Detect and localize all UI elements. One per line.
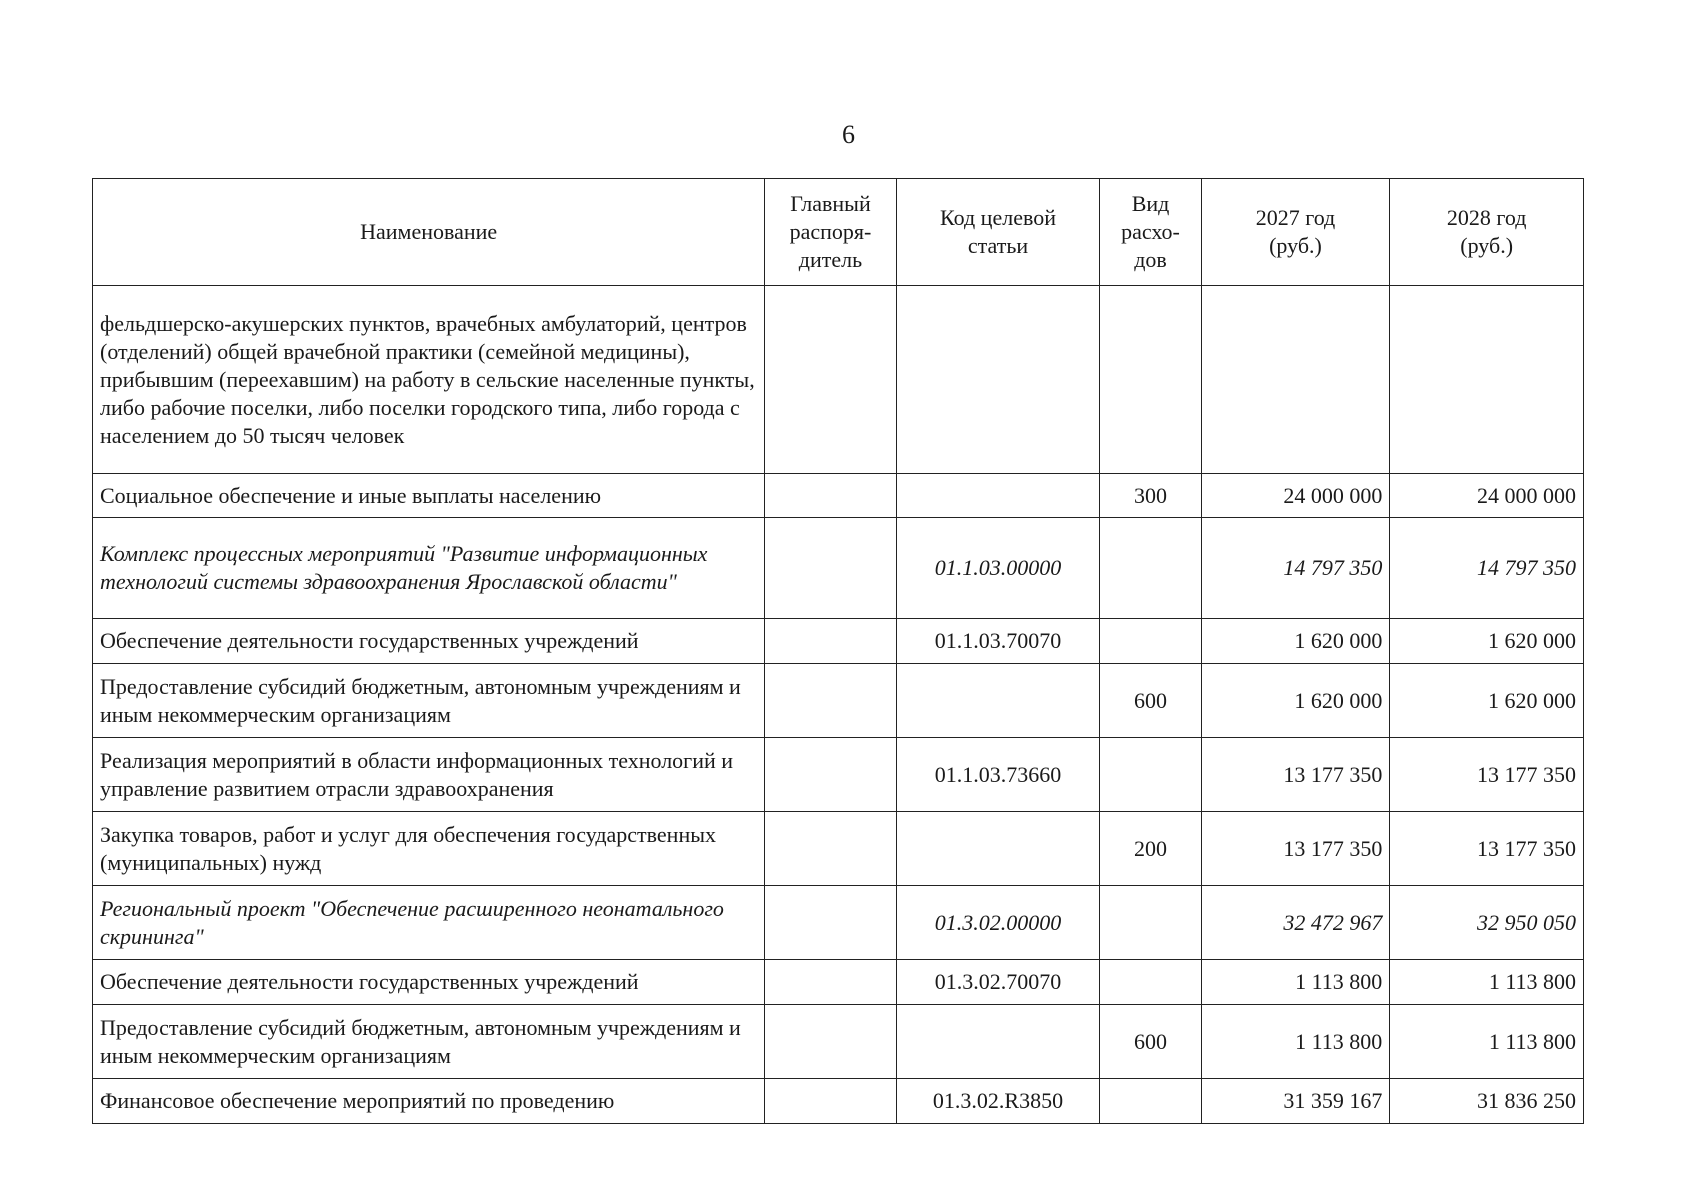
table-row — [93, 960, 1584, 1005]
row-name: Предоставление субсидий бюджетным, автономным учреждениям и иным некоммерческим организациям — [93, 664, 765, 738]
row-code — [896, 286, 1100, 474]
header-kind: Вид расхо- дов — [1100, 179, 1201, 286]
row-code: 01.3.02.70070 — [896, 960, 1100, 1005]
row-2027: 1 620 000 — [1201, 664, 1390, 738]
row-name: Социальное обеспечение и иные выплаты населению — [93, 474, 765, 518]
row-2027: 1 620 000 — [1201, 619, 1390, 664]
row-2028: 13 177 350 — [1390, 738, 1584, 812]
row-2028: 14 797 350 — [1390, 518, 1584, 619]
row-name: Предоставление субсидий бюджетным, автономным учреждениям и иным некоммерческим организациям — [93, 1005, 765, 1079]
row-2027: 1 113 800 — [1201, 1005, 1390, 1079]
row-kind: 600 — [1100, 664, 1201, 738]
row-code: 01.1.03.00000 — [896, 518, 1100, 619]
row-admin — [765, 1005, 896, 1079]
row-name: Закупка товаров, работ и услуг для обеспечения государственных (муниципальных) нужд — [93, 812, 765, 886]
table-row — [93, 518, 1584, 619]
row-name: Комплекс процессных мероприятий "Развитие информационных технологий системы здравоохранения Ярославской области" — [93, 518, 765, 619]
row-kind — [1100, 619, 1201, 664]
row-code: 01.3.02.00000 — [896, 886, 1100, 960]
row-2027: 13 177 350 — [1201, 738, 1390, 812]
row-admin — [765, 812, 896, 886]
table-header-row — [93, 179, 1584, 286]
row-2027: 24 000 000 — [1201, 474, 1390, 518]
header-year-2027: 2027 год (руб.) — [1201, 179, 1390, 286]
row-admin — [765, 619, 896, 664]
row-code — [896, 664, 1100, 738]
row-2028: 31 836 250 — [1390, 1079, 1584, 1124]
table-row — [93, 738, 1584, 812]
row-admin — [765, 664, 896, 738]
row-name: фельдшерско-акушерских пунктов, врачебных амбулаторий, центров (отделений) общей врачебной практики (семейной медицины), прибывшим (переехавшим) на работу в сельские населенные пункты, либо рабочие поселки, либо поселки городского типа, либо города с населением до 50 тысяч человек — [93, 286, 765, 474]
row-kind — [1100, 960, 1201, 1005]
row-2028: 1 620 000 — [1390, 619, 1584, 664]
row-2028: 1 620 000 — [1390, 664, 1584, 738]
row-2027: 14 797 350 — [1201, 518, 1390, 619]
row-code — [896, 474, 1100, 518]
header-year-2028: 2028 год (руб.) — [1390, 179, 1584, 286]
row-name: Реализация мероприятий в области информационных технологий и управление развитием отрасли здравоохранения — [93, 738, 765, 812]
row-code — [896, 812, 1100, 886]
row-2028: 1 113 800 — [1390, 960, 1584, 1005]
row-2028: 32 950 050 — [1390, 886, 1584, 960]
row-code: 01.1.03.73660 — [896, 738, 1100, 812]
table-row — [93, 664, 1584, 738]
row-2027 — [1201, 286, 1390, 474]
row-code — [896, 1005, 1100, 1079]
row-code: 01.3.02.R3850 — [896, 1079, 1100, 1124]
row-kind — [1100, 886, 1201, 960]
row-2027: 1 113 800 — [1201, 960, 1390, 1005]
row-name: Обеспечение деятельности государственных учреждений — [93, 619, 765, 664]
row-kind: 600 — [1100, 1005, 1201, 1079]
row-kind — [1100, 518, 1201, 619]
row-admin — [765, 886, 896, 960]
table-row — [93, 1079, 1584, 1124]
header-code: Код целевой статьи — [896, 179, 1100, 286]
header-name: Наименование — [93, 179, 765, 286]
row-name: Региональный проект "Обеспечение расширенного неонатального скрининга" — [93, 886, 765, 960]
table-row — [93, 1005, 1584, 1079]
budget-table — [92, 178, 1584, 1124]
row-2028 — [1390, 286, 1584, 474]
row-2027: 31 359 167 — [1201, 1079, 1390, 1124]
row-admin — [765, 1079, 896, 1124]
row-kind — [1100, 1079, 1201, 1124]
row-code: 01.1.03.70070 — [896, 619, 1100, 664]
row-kind — [1100, 738, 1201, 812]
row-kind: 300 — [1100, 474, 1201, 518]
table-row — [93, 812, 1584, 886]
row-kind — [1100, 286, 1201, 474]
row-admin — [765, 738, 896, 812]
row-admin — [765, 286, 896, 474]
page-number: 6 — [842, 120, 855, 149]
row-admin — [765, 518, 896, 619]
row-2028: 1 113 800 — [1390, 1005, 1584, 1079]
table-row — [93, 286, 1584, 474]
row-2027: 13 177 350 — [1201, 812, 1390, 886]
row-kind: 200 — [1100, 812, 1201, 886]
header-admin: Главный распоря- дитель — [765, 179, 896, 286]
row-2028: 13 177 350 — [1390, 812, 1584, 886]
table-row — [93, 474, 1584, 518]
row-name: Обеспечение деятельности государственных учреждений — [93, 960, 765, 1005]
row-name: Финансовое обеспечение мероприятий по проведению — [93, 1079, 765, 1124]
row-admin — [765, 960, 896, 1005]
table-row — [93, 886, 1584, 960]
table-row — [93, 619, 1584, 664]
row-2028: 24 000 000 — [1390, 474, 1584, 518]
row-2027: 32 472 967 — [1201, 886, 1390, 960]
row-admin — [765, 474, 896, 518]
